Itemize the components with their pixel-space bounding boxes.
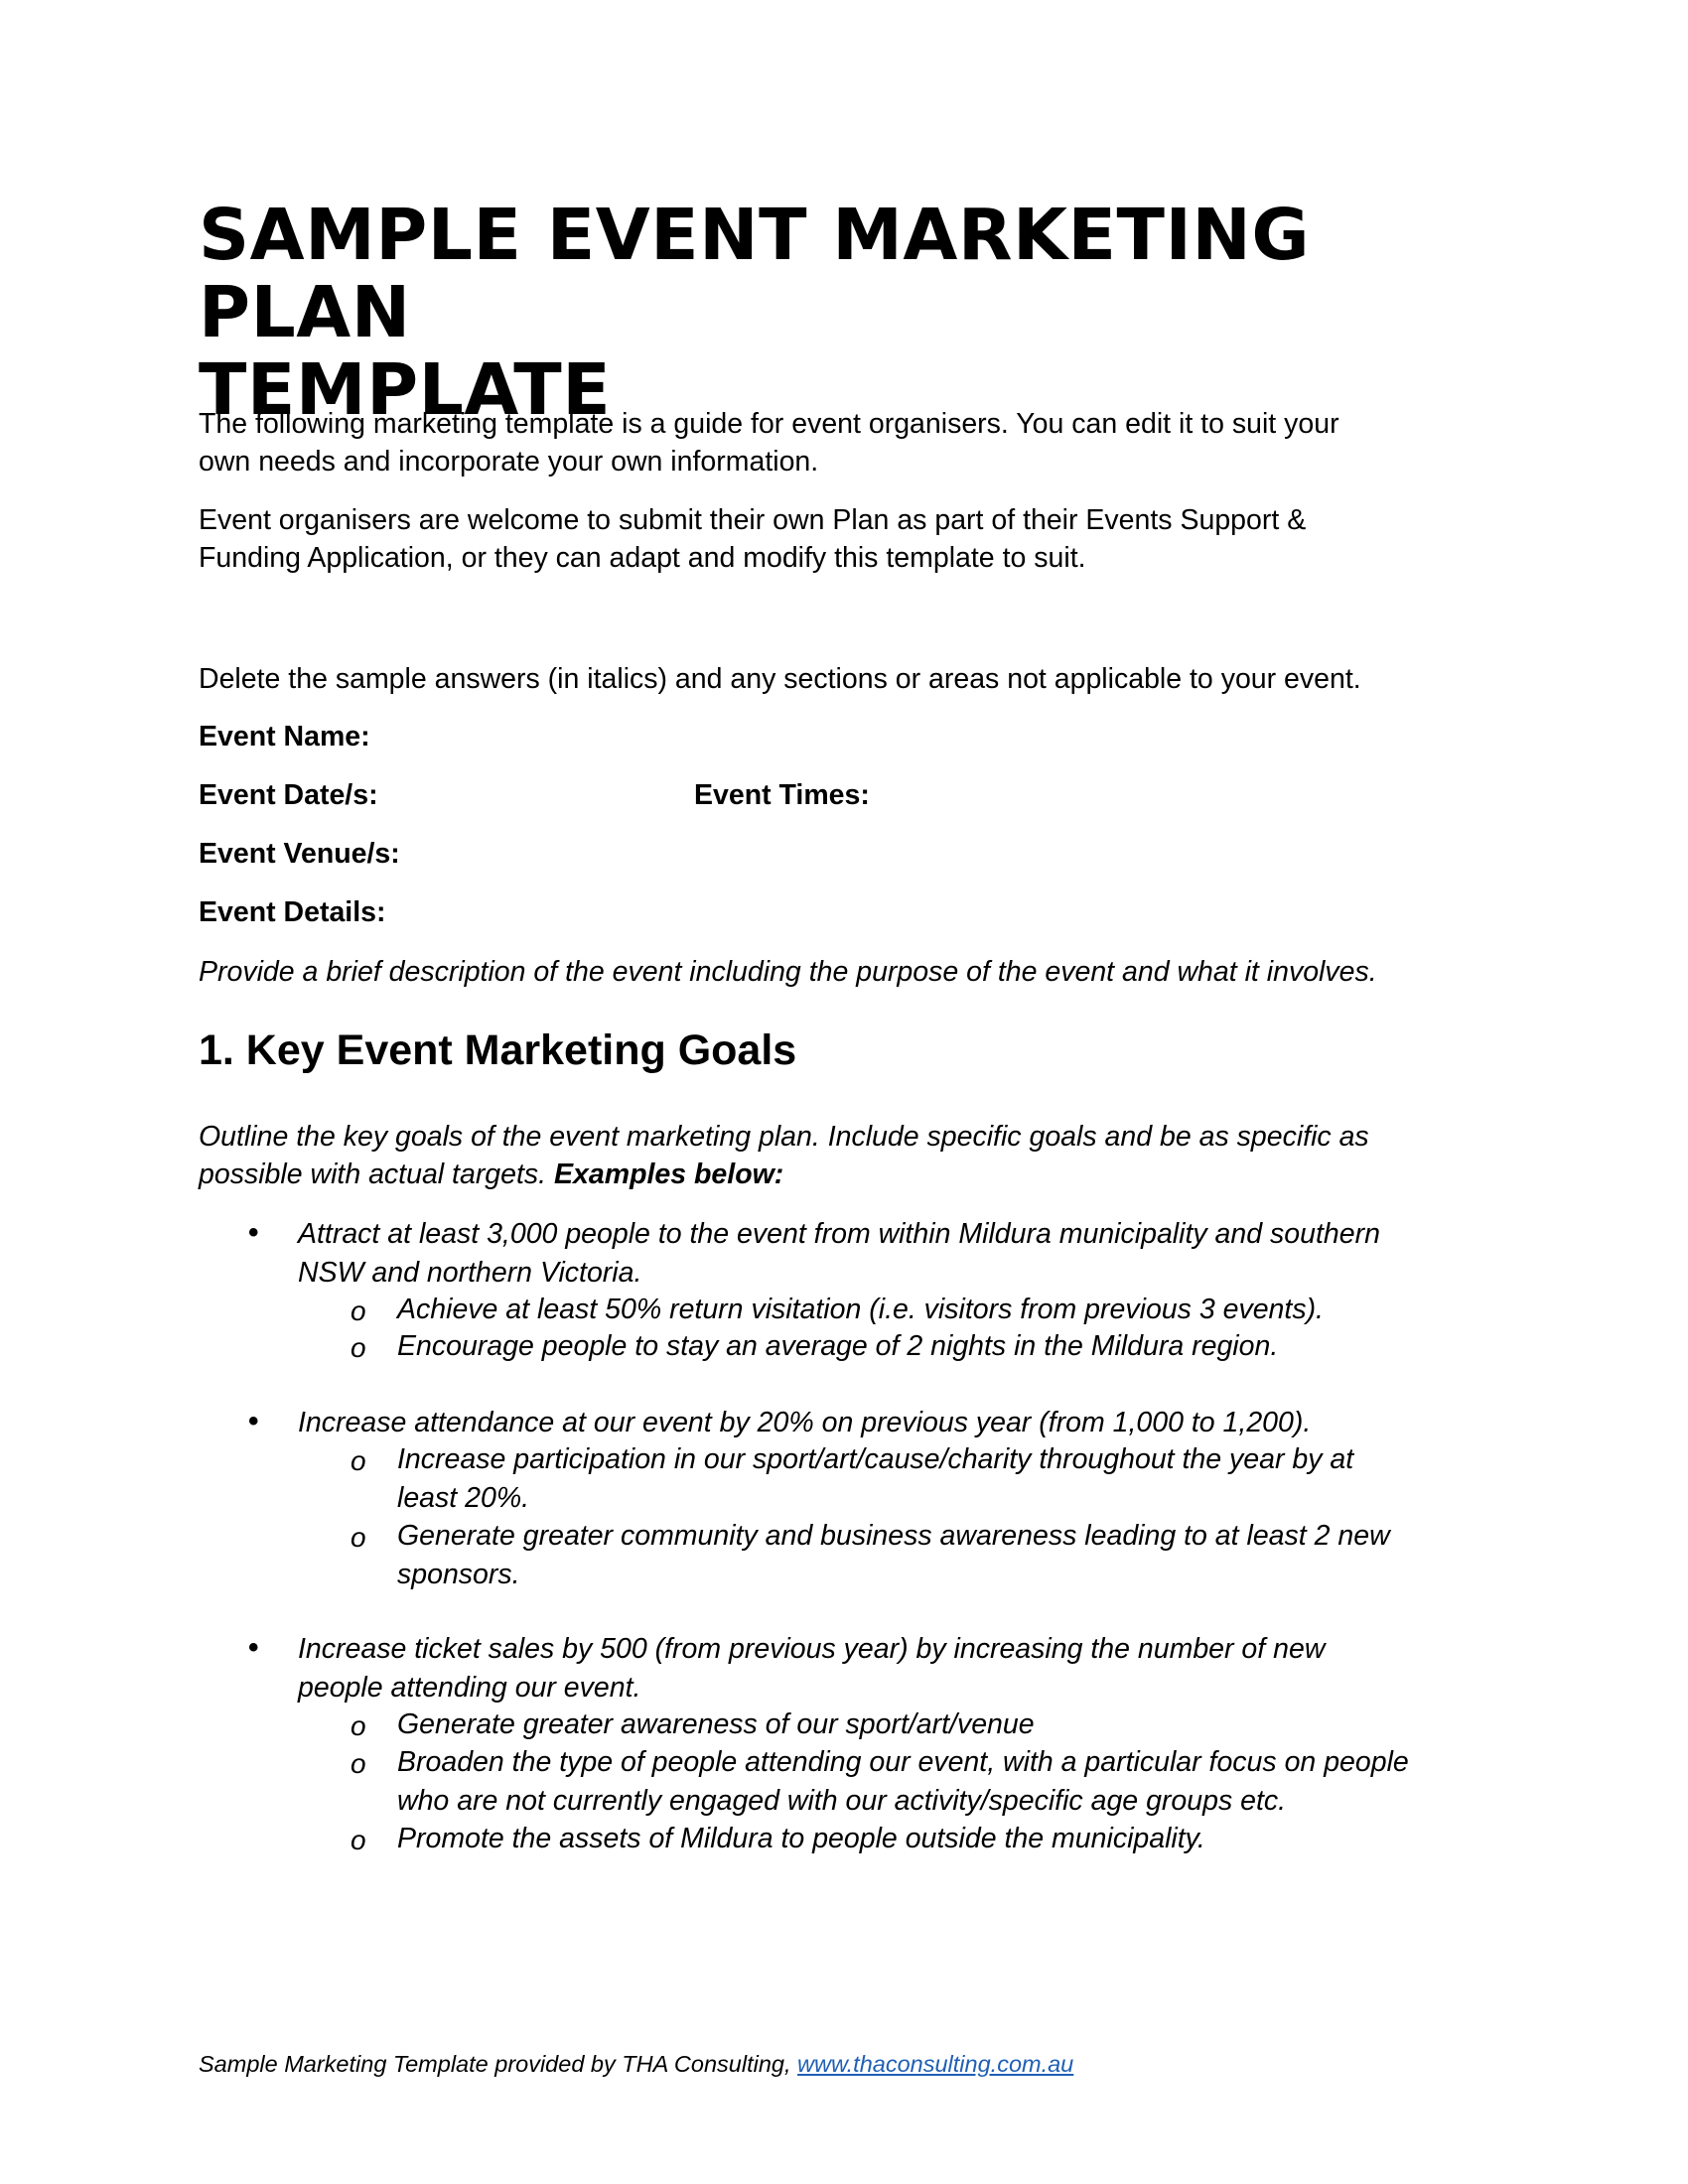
event-venues-label: Event Venue/s: [199, 838, 400, 870]
goal-item [298, 1215, 1509, 1293]
sub-goal-text-line: sponsors. [397, 1559, 520, 1590]
footer-text: Sample Marketing Template provided by THA Consulting, [199, 2051, 798, 2077]
sub-goal-text-line: Broaden the type of people attending our event, with a particular focus on people [397, 1746, 1409, 1778]
goals-outline-line-1: Outline the key goals of the event marketing plan. Include specific goals and be as specific as [199, 1121, 1369, 1153]
sub-goal-text-line: Increase participation in our sport/art/cause/charity throughout the year by at [397, 1443, 1354, 1475]
page-footer [199, 2049, 1073, 2079]
goal-text-line: people attending our event. [298, 1672, 641, 1704]
sub-goal-text-line: Promote the assets of Mildura to people outside the municipality. [397, 1823, 1205, 1854]
title-line-2: TEMPLATE [199, 348, 612, 431]
sub-goal-text-line: Generate greater community and business awareness leading to at least 2 new [397, 1520, 1390, 1552]
intro-line-1: The following marketing template is a guide for event organisers. You can edit it to suit your [199, 408, 1339, 440]
goal-text-line: Attract at least 3,000 people to the event from within Mildura municipality and southern [298, 1218, 1380, 1250]
sub-goal-item [397, 1327, 1499, 1366]
sub-bullet-marker: o [351, 1522, 366, 1553]
bullet-marker: • [248, 1631, 259, 1664]
page-title [199, 194, 1489, 431]
sub-goal-text-line: Encourage people to stay an average of 2 nights in the Mildura region. [397, 1330, 1279, 1362]
bullet-marker: • [248, 1405, 259, 1437]
sub-goal-text-line: least 20%. [397, 1482, 530, 1514]
intro-paragraph [199, 405, 1499, 480]
sub-bullet-marker: o [351, 1710, 366, 1741]
footer-website-link[interactable]: www.thaconsulting.com.au [797, 2051, 1074, 2077]
sub-goal-item [397, 1706, 1499, 1744]
sub-bullet-marker: o [351, 1445, 366, 1476]
event-details-label: Event Details: [199, 896, 386, 928]
section-heading-goals: 1. Key Event Marketing Goals [199, 1026, 797, 1074]
event-dates-label: Event Date/s: [199, 779, 378, 811]
delete-note: Delete the sample answers (in italics) and any sections or areas not applicable to your event. [199, 663, 1361, 695]
goal-text-line: Increase attendance at our event by 20% on previous year (from 1,000 to 1,200). [298, 1407, 1312, 1438]
goals-outline-line-2-text: possible with actual targets. [199, 1159, 555, 1190]
goals-outline-line-2 [199, 1156, 1499, 1193]
sub-goal-item [397, 1820, 1499, 1858]
submission-paragraph [199, 501, 1499, 577]
sub-goal-item [397, 1517, 1499, 1594]
sub-goal-item [397, 1440, 1499, 1518]
goal-text-line: NSW and northern Victoria. [298, 1257, 642, 1289]
title-line-1: SAMPLE EVENT MARKETING PLAN [199, 194, 1311, 353]
sub-bullet-marker: o [351, 1748, 366, 1779]
submission-line-2: Funding Application, or they can adapt and modify this template to suit. [199, 542, 1086, 574]
event-name-label: Event Name: [199, 721, 370, 752]
goal-item [298, 1630, 1509, 1707]
sub-goal-item [397, 1291, 1499, 1329]
submission-line-1: Event organisers are welcome to submit their own Plan as part of their Events Support & [199, 504, 1307, 536]
bullet-marker: • [248, 1216, 259, 1249]
goals-outline [199, 1118, 1499, 1193]
sub-goal-text-line: Achieve at least 50% return visitation (i.e. visitors from previous 3 events). [397, 1294, 1324, 1325]
sub-goal-item [397, 1743, 1499, 1821]
sub-bullet-marker: o [351, 1825, 366, 1855]
goal-text-line: Increase ticket sales by 500 (from previous year) by increasing the number of new [298, 1633, 1326, 1665]
intro-line-2: own needs and incorporate your own information. [199, 446, 819, 478]
sub-bullet-marker: o [351, 1332, 366, 1363]
event-times-label: Event Times: [694, 779, 870, 811]
sub-goal-text-line: Generate greater awareness of our sport/art/venue [397, 1708, 1035, 1740]
sub-goal-text-line: who are not currently engaged with our activity/specific age groups etc. [397, 1785, 1287, 1817]
sub-bullet-marker: o [351, 1296, 366, 1326]
event-details-prompt: Provide a brief description of the event including the purpose of the event and what it involves. [199, 956, 1377, 988]
examples-below-label: Examples below: [554, 1159, 784, 1190]
goal-item [298, 1404, 1509, 1442]
